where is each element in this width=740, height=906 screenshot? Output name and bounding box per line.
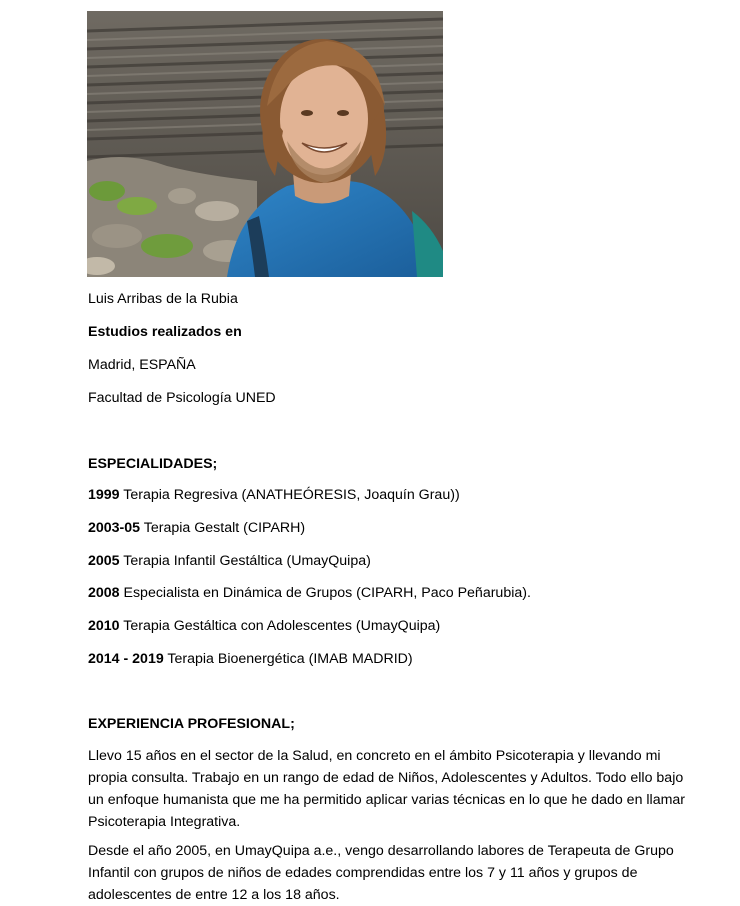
specialty-text: Terapia Bioenergética (IMAB MADRID)	[163, 651, 413, 667]
paragraph-line: Desde el año 2005, en UmayQuipa a.e., vengo desarrollando labores de Terapeuta de Grupo	[88, 843, 674, 859]
specialty-item	[88, 618, 440, 635]
specialty-item	[88, 585, 531, 602]
specialty-year: 2008	[88, 585, 120, 601]
specialty-year: 2010	[88, 618, 120, 634]
person-name: Luis Arribas de la Rubia	[88, 291, 238, 307]
specialty-text: Terapia Infantil Gestáltica (UmayQuipa)	[119, 553, 371, 569]
paragraph-line: adolescentes de entre 12 a los 18 años.	[88, 887, 340, 903]
specialty-text: Terapia Regresiva (ANATHEÓRESIS, Joaquín Grau))	[119, 487, 460, 503]
specialty-item	[88, 553, 371, 570]
study-location: Madrid, ESPAÑA	[88, 357, 196, 373]
specialty-item	[88, 520, 305, 537]
specialty-item	[88, 487, 460, 504]
specialty-text: Especialista en Dinámica de Grupos (CIPARH, Paco Peñarubia).	[119, 585, 531, 601]
experience-heading: EXPERIENCIA PROFESIONAL;	[88, 716, 295, 732]
study-faculty: Facultad de Psicología UNED	[88, 390, 276, 406]
specialty-year: 1999	[88, 487, 120, 503]
experience-paragraph-2	[88, 840, 718, 906]
paragraph-line: Infantil con grupos de niños de edades comprendidas entre los 7 y 11 años y grupos de	[88, 865, 638, 881]
paragraph-line: un enfoque humanista que me ha permitido aplicar varias técnicas en lo que he dado en llamar	[88, 792, 686, 808]
experience-paragraph-1	[88, 745, 718, 833]
profile-photo-image	[87, 11, 443, 277]
specialty-text: Terapia Gestalt (CIPARH)	[140, 520, 306, 536]
paragraph-line: Psicoterapia Integrativa.	[88, 814, 241, 830]
profile-photo	[87, 11, 443, 277]
specialties-heading: ESPECIALIDADES;	[88, 456, 218, 472]
specialty-year: 2003-05	[88, 520, 141, 536]
specialty-item	[88, 651, 413, 668]
paragraph-line: Llevo 15 años en el sector de la Salud, en concreto en el ámbito Psicoterapia y llevando mi	[88, 748, 661, 764]
specialty-text: Terapia Gestáltica con Adolescentes (UmayQuipa)	[119, 618, 441, 634]
paragraph-line: propia consulta. Trabajo en un rango de edad de Niños, Adolescentes y Adultos. Todo ello bajo	[88, 770, 684, 786]
specialty-year: 2014 - 2019	[88, 651, 164, 667]
studies-label: Estudios realizados en	[88, 324, 242, 340]
specialty-year: 2005	[88, 553, 120, 569]
